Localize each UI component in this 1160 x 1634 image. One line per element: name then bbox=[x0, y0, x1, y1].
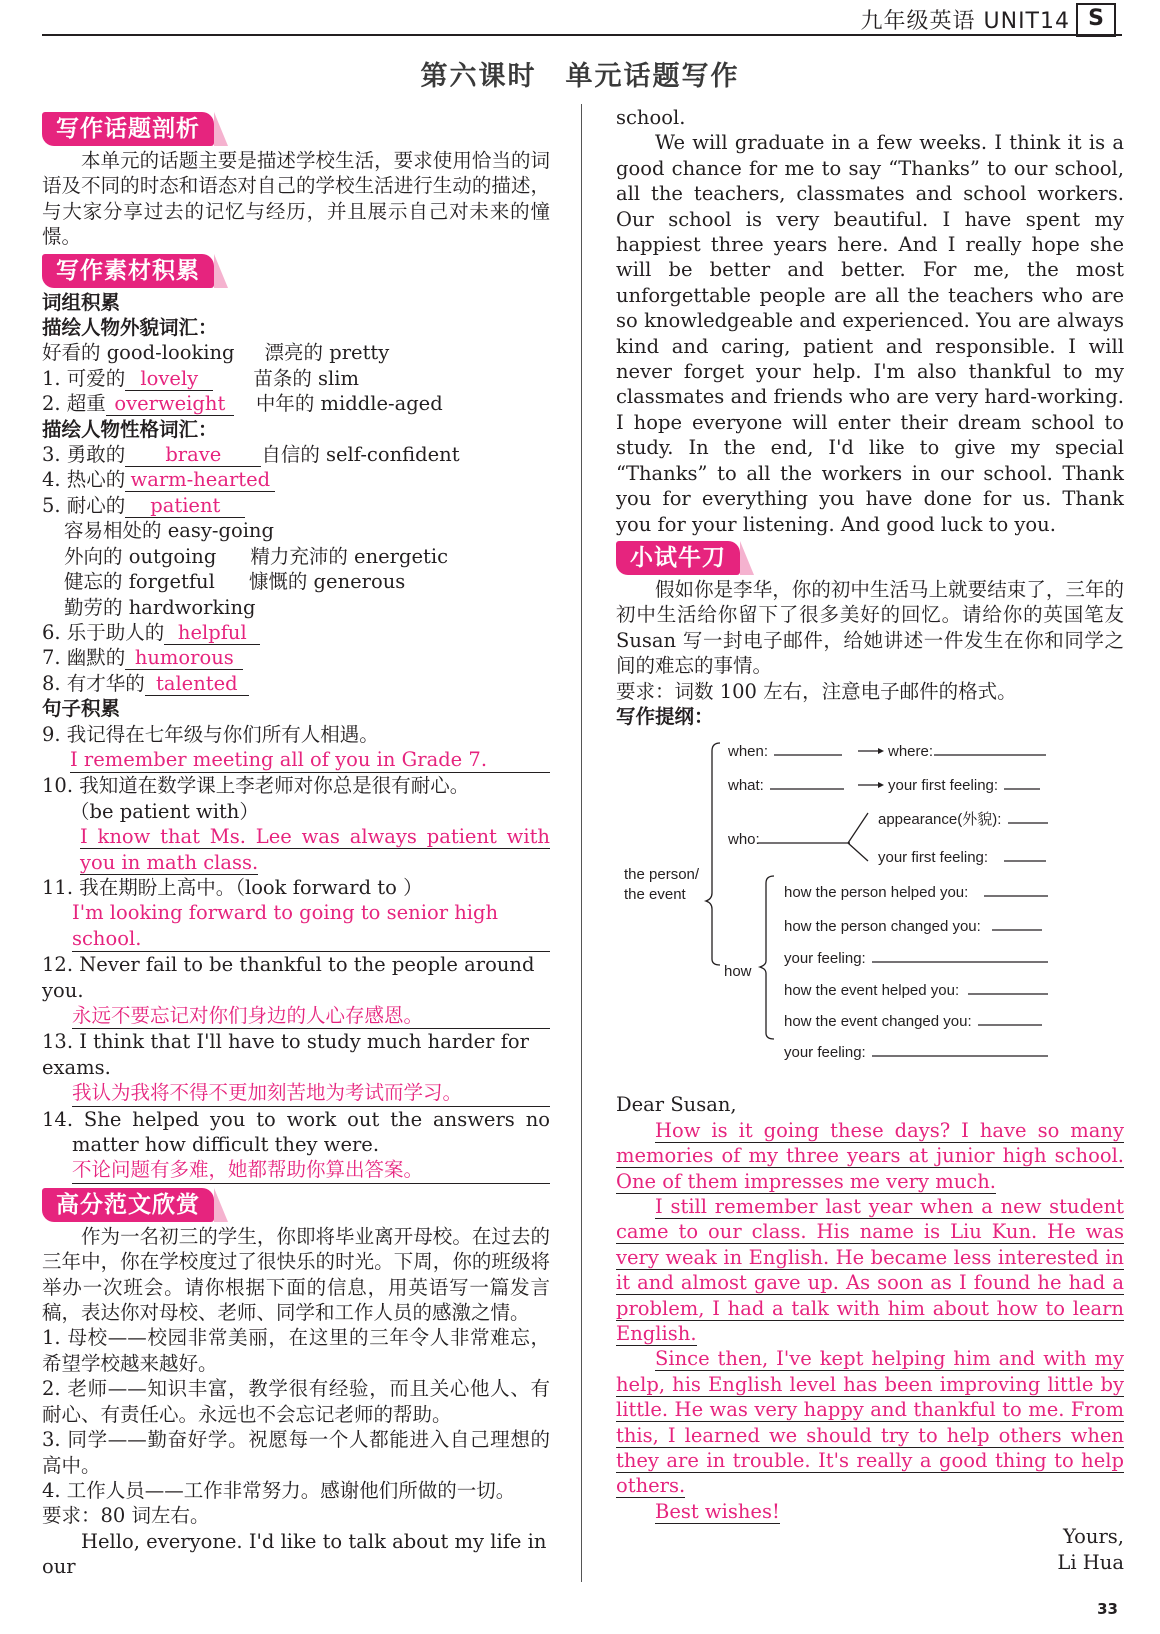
answer-blank: brave bbox=[125, 444, 261, 467]
requirement-item: 4. 工作人员——工作非常努力。感谢他们所做的一切。 bbox=[42, 1478, 516, 1502]
vocab-item: 外向的 outgoing bbox=[64, 544, 217, 568]
vocab-row bbox=[42, 366, 550, 391]
vocab-item: 健忘的 forgetful bbox=[64, 570, 215, 594]
vocab-row bbox=[42, 671, 550, 696]
essay-prompt: 作为一名初三的学生，你即将毕业离开母校。在过去的三年中，你在学校度过了很快乐的时光。下周，你的班级将举办一次班会。请你根据下面的信息，用英语写一篇发言稿，表达你对母校、老师、同学和工作人员的感激之情。 bbox=[42, 1224, 550, 1325]
answer-text: I remember meeting all of you in Grade 7. bbox=[70, 747, 550, 773]
vocab-label: 3. 勇敢的 bbox=[42, 443, 126, 467]
sentence-answer bbox=[42, 1157, 550, 1183]
vocab-row bbox=[42, 493, 550, 518]
vocab-row bbox=[42, 569, 550, 594]
answer-text: 不论问题有多难，她都帮助你算出答案。 bbox=[72, 1157, 550, 1183]
vocab-label: 2. 超重 bbox=[42, 392, 106, 416]
section-banner-material: 写作素材积累 bbox=[42, 254, 214, 288]
header-rule bbox=[42, 34, 1122, 36]
vocab-item: 精力充沛的 energetic bbox=[250, 544, 449, 568]
diagram-who-label: who: bbox=[728, 831, 760, 849]
diagram-who-feeling-label: your first feeling: bbox=[878, 849, 989, 867]
requirement-item: 1. 母校——校园非常美丽，在这里的三年令人非常难忘，希望学校越来越好。 bbox=[42, 1326, 550, 1375]
vocab-item: 漂亮的 pretty bbox=[264, 341, 390, 365]
letter-sign-off: Yours, bbox=[1062, 1525, 1124, 1549]
sentence-answer bbox=[42, 900, 550, 952]
answer-text: 永远不要忘记对你们身边的人心存感恩。 bbox=[72, 1003, 550, 1029]
essay-body: We will graduate in a few weeks. I think it is a good chance for me to say “Thanks” to our school, all the teachers, classmates and school workers. Our school is very beautiful. I have spent my happiest three years here. And I really hope she will be better and better. For me, the most unforgettable people are all the teachers who are so knowledgeable and experienced. You are always kind and caring, patient and responsible. I will never forget your help. I'm also thankful to my classmates and friends who are very hard-working. I hope everyone will enter their dream school to study. In the end, I'd like to give my special “Thanks” to all the workers in our school. Thank you for everything you have done for us. Thank you for your listening. And good luck to you. bbox=[616, 131, 1124, 536]
sentence-answer bbox=[42, 1003, 550, 1029]
vocab-row bbox=[42, 340, 550, 365]
vocab-item: 好看的 good-looking bbox=[42, 341, 235, 365]
page-header bbox=[42, 0, 1122, 36]
letter-greeting: Dear Susan, bbox=[616, 1093, 737, 1117]
letter-closing bbox=[616, 1499, 1124, 1524]
answer-blank: lovely bbox=[125, 368, 213, 391]
vocab-row bbox=[42, 620, 550, 645]
sentence-hint: （be patient with） bbox=[70, 799, 259, 823]
sentence-answer bbox=[42, 747, 550, 773]
answer-text: I know that Ms. Lee was always patient with you in math class. bbox=[80, 825, 550, 874]
vocab-row bbox=[42, 467, 550, 492]
topic-analysis-text: 本单元的话题主要是描述学校生活，要求使用恰当的词语及不同的时态和语态对自己的学校生活进行生动的描述，与大家分享过去的记忆与经历，并且展示自己对未来的憧憬。 bbox=[42, 149, 550, 249]
diagram-how-item: your feeling: bbox=[784, 1044, 866, 1062]
page-number: 33 bbox=[1097, 1600, 1118, 1618]
unit-logo-icon: S bbox=[1076, 3, 1116, 37]
diagram-where-label: where: bbox=[888, 743, 934, 761]
left-column bbox=[42, 108, 550, 1580]
outline-connectors bbox=[616, 733, 1124, 1088]
personality-heading: 描绘人物性格词汇： bbox=[42, 417, 218, 441]
letter-signature: Li Hua bbox=[1057, 1550, 1124, 1574]
diagram-how-item: how the event helped you: bbox=[784, 982, 960, 1000]
essay-continuation: school. bbox=[616, 106, 686, 129]
outline-heading: 写作提纲： bbox=[616, 704, 714, 728]
section-banner-practice: 小试牛刀 bbox=[616, 541, 740, 575]
sentence-prompt: 9. 我记得在七年级与你们所有人相遇。 bbox=[42, 722, 379, 746]
vocab-label: 7. 幽默的 bbox=[42, 646, 126, 670]
vocab-row bbox=[42, 391, 550, 416]
appearance-heading: 描绘人物外貌词汇： bbox=[42, 316, 218, 340]
vocab-label: 6. 乐于助人的 bbox=[42, 620, 165, 644]
requirement-item: 3. 同学——勤奋好学。祝愿每一个人都能进入自己理想的高中。 bbox=[42, 1428, 550, 1477]
section-banner-topic-analysis: 写作话题剖析 bbox=[42, 112, 214, 146]
header-title: 九年级英语 UNIT14 bbox=[860, 9, 1070, 34]
letter-paragraph bbox=[616, 1194, 1124, 1346]
answer-blank: humorous bbox=[125, 647, 243, 670]
vocab-item: 苗条的 slim bbox=[253, 366, 359, 390]
sentence-prompt: 14. She helped you to work out the answers no matter how difficult they were. bbox=[42, 1107, 550, 1157]
word-count-requirement: 要求：80 词左右。 bbox=[42, 1504, 210, 1528]
diagram-when-label: when: bbox=[728, 743, 769, 761]
vocab-row: 勤劳的 hardworking bbox=[64, 595, 256, 619]
vocab-item: 中年的 middle-aged bbox=[255, 392, 443, 416]
diagram-how-item: how the event changed you: bbox=[784, 1013, 972, 1031]
vocab-label: 1. 可爱的 bbox=[42, 366, 126, 390]
practice-requirement: 要求：词数 100 左右，注意电子邮件的格式。 bbox=[616, 679, 1017, 703]
vocab-label: 5. 耐心的 bbox=[42, 493, 126, 517]
sentence-prompt: 10. 我知道在数学课上李老师对你总是很有耐心。 bbox=[42, 774, 470, 798]
vocab-row: 容易相处的 easy-going bbox=[64, 519, 274, 543]
vocab-item: 慷慨的 generous bbox=[248, 570, 406, 594]
lesson-title: 第六课时 单元话题写作 bbox=[420, 61, 740, 92]
answer-text: I still remember last year when a new student came to our class. His name is Liu Kun. He was very weak in English. He became less interested in it and almost gave up. As soon as I found he had a problem, I had a talk with him about how to learn English. bbox=[616, 1194, 1124, 1345]
letter-paragraph bbox=[616, 1118, 1124, 1194]
outline-diagram bbox=[616, 733, 1124, 1088]
sentence-answer bbox=[42, 1080, 550, 1106]
answer-text: 我认为我将不得不更加刻苦地为考试而学习。 bbox=[72, 1080, 550, 1106]
diagram-what-label: what: bbox=[728, 777, 764, 795]
essay-opening: Hello, everyone. I'd like to talk about my life in our bbox=[42, 1529, 547, 1579]
requirement-item: 2. 老师——知识丰富，教学很有经验，而且关心他人、有耐心、有责任心。永远也不会忘记老师的帮助。 bbox=[42, 1377, 550, 1426]
vocab-item: 自信的 self-confident bbox=[261, 443, 460, 467]
practice-task: 假如你是李华，你的初中生活马上就要结束了，三年的初中生活给你留下了很多美好的回忆。请给你的英国笔友 Susan 写一封电子邮件，给她讲述一件发生在你和同学之间的难忘的事情。 bbox=[616, 577, 1124, 678]
section-banner-model-essay: 高分范文欣赏 bbox=[42, 1188, 214, 1222]
right-column bbox=[616, 105, 1124, 1575]
answer-blank: helpful bbox=[164, 622, 260, 645]
vocab-row bbox=[42, 442, 550, 467]
answer-blank: warm-hearted bbox=[125, 469, 275, 492]
sentence-prompt: 11. 我在期盼上高中。（look forward to ） bbox=[42, 875, 423, 899]
diagram-how-item: how the person changed you: bbox=[784, 918, 981, 936]
answer-blank: overweight bbox=[106, 393, 234, 416]
diagram-how-item: your feeling: bbox=[784, 950, 866, 968]
answer-text: Since then, I've kept helping him and with my help, his English level has been improving little by little. He was very happy and thankful to me. From this, I learned we should try to help others when they are in trouble. It's really a good thing to help others. bbox=[616, 1347, 1124, 1498]
sentence-prompt: 13. I think that I'll have to study much harder for exams. bbox=[42, 1030, 529, 1079]
column-divider bbox=[581, 104, 582, 1582]
answer-text: Best wishes! bbox=[655, 1499, 780, 1523]
vocab-label: 8. 有才华的 bbox=[42, 671, 145, 695]
answer-blank: patient bbox=[125, 495, 245, 518]
sentences-heading: 句子积累 bbox=[42, 697, 121, 721]
answer-text: I'm looking forward to going to senior high school. bbox=[72, 900, 550, 952]
phrases-heading: 词组积累 bbox=[42, 290, 121, 314]
sentence-answer bbox=[42, 824, 550, 875]
diagram-how-label: how bbox=[724, 963, 752, 981]
diagram-root-label: the person/ the event bbox=[624, 866, 700, 904]
answer-blank: talented bbox=[145, 673, 249, 696]
answer-text: How is it going these days? I have so many memories of my three years at junior high school. One of them impresses me very much. bbox=[616, 1118, 1124, 1193]
letter-paragraph bbox=[616, 1346, 1124, 1498]
diagram-appearance-label: appearance(外貌): bbox=[878, 811, 1002, 829]
vocab-label: 4. 热心的 bbox=[42, 468, 126, 492]
sentence-prompt: 12. Never fail to be thankful to the people around you. bbox=[42, 953, 535, 1002]
vocab-row bbox=[42, 645, 550, 670]
vocab-row bbox=[42, 544, 550, 569]
diagram-first-feeling-label: your first feeling: bbox=[888, 777, 999, 795]
diagram-how-item: how the person helped you: bbox=[784, 884, 969, 902]
